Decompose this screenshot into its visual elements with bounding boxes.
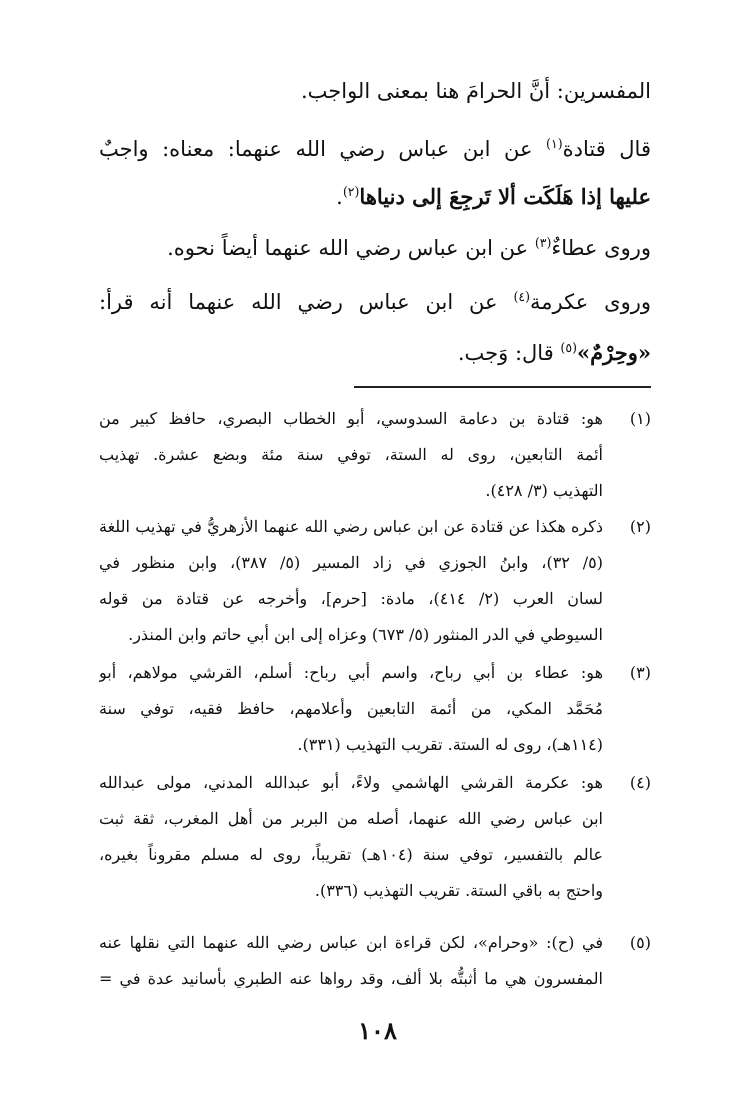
footnote-ref-4[interactable]: (٤) xyxy=(513,289,531,304)
footnote-2-line-3: لسان العرب (٢/ ٤١٤)، مادة: [حرم]، وأخرجه عن قتادة من قوله xyxy=(99,589,603,608)
footnote-4-line-2: ابن عباس رضي الله عنهما، أصله من البربر من أهل المغرب، ثقة ثبت xyxy=(99,809,603,828)
main-line-1 xyxy=(99,76,651,106)
main-text: قال: وَجب. xyxy=(457,341,561,365)
footnote-number-1: (١) xyxy=(629,409,651,428)
quote-text: عليها إذا هَلَكَت ألا تَرجِعَ إلى دنياها xyxy=(359,184,651,209)
main-line-2 xyxy=(99,134,651,164)
punctuation: . xyxy=(336,185,343,209)
footnote-4-line-3: عالم بالتفسير، توفي سنة (١٠٤هـ) تقريباً، روى له مسلم مقروناً بغيره، xyxy=(99,845,603,864)
footnote-ref-1[interactable]: (١) xyxy=(546,136,563,151)
footnote-ref-5[interactable]: (٥) xyxy=(560,340,578,355)
footnote-3-line-2: مُحَمَّد المكي، من أئمة التابعين وأعلامهم، حافظ فقيه، توفي سنة xyxy=(99,699,603,718)
footnote-number-4: (٤) xyxy=(629,773,651,792)
footnote-number-5: (٥) xyxy=(629,933,651,952)
footnote-number-3: (٣) xyxy=(629,663,651,682)
footnote-ref-3[interactable]: (٣) xyxy=(534,235,552,250)
page-number: ١٠٨ xyxy=(358,1016,397,1045)
main-line-6 xyxy=(99,338,651,368)
footnote-5-line-1: في (ح): «وحرام»، لكن قراءة ابن عباس رضي الله عنهما التي نقلها عنه xyxy=(99,933,603,952)
narrator-ikrima: وروى عكرمة xyxy=(530,290,651,314)
main-line-4 xyxy=(99,233,651,263)
footnote-separator xyxy=(354,386,651,388)
main-text: عن ابن عباس رضي الله عنهما أيضاً نحوه. xyxy=(167,236,535,260)
main-line-5 xyxy=(99,287,651,317)
main-text: عن ابن عباس رضي الله عنهما: معناه: واجبٌ xyxy=(99,137,547,161)
footnote-number-2: (٢) xyxy=(629,517,651,536)
narrator-qatada: قال قتادة xyxy=(562,137,651,161)
narrator-ata: وروى عطاءٌ xyxy=(551,236,651,260)
footnote-4-line-1: هو: عكرمة القرشي الهاشمي ولاءً، أبو عبدالله المدني، مولى عبدالله xyxy=(99,773,603,792)
footnote-1-line-2: أئمة التابعين، روى له الستة، توفي سنة مئة وبضع عشرة. تهذيب xyxy=(99,445,603,464)
main-text: المفسرين: أنَّ الحرامَ هنا بمعنى الواجب. xyxy=(300,79,651,103)
footnote-2-line-1: ذكره هكذا عن قتادة عن ابن عباس رضي الله عنهما الأزهريُّ في تهذيب اللغة xyxy=(99,517,603,536)
footnote-1-line-1: هو: قتادة بن دعامة السدوسي، أبو الخطاب البصري، حافظ كبير من xyxy=(99,409,603,428)
footnote-1-line-3: التهذيب (٣/ ٤٢٨). xyxy=(485,481,603,500)
footnote-3-line-3: (١١٤هـ)، روى له الستة. تقريب التهذيب (٣٣١). xyxy=(297,735,603,754)
main-text: عن ابن عباس رضي الله عنهما أنه قرأ: xyxy=(99,290,514,314)
footnote-2-line-4: السيوطي في الدر المنثور (٥/ ٦٧٣) وعزاه إلى ابن أبي حاتم وابن المنذر. xyxy=(128,625,603,644)
footnote-ref-2[interactable]: (٢) xyxy=(342,184,360,199)
footnote-4-line-4: واحتج به باقي الستة. تقريب التهذيب (٣٣٦). xyxy=(314,881,603,900)
main-line-3 xyxy=(99,182,651,212)
quranic-reading: «وحِرْمٌ» xyxy=(577,340,651,365)
footnote-2-line-2: (٥/ ٣٢)، وابنُ الجوزي في زاد المسير (٥/ ٣٨٧)، وابن منظور في xyxy=(99,553,603,572)
footnote-5-line-2: المفسرون هي ما أثبتُّه بلا ألف، وقد رواها عنه الطبري بأسانيد عدة في = xyxy=(99,969,603,988)
footnote-3-line-1: هو: عطاء بن أبي رباح، واسم أبي رباح: أسلم، القرشي مولاهم، أبو xyxy=(99,663,603,682)
